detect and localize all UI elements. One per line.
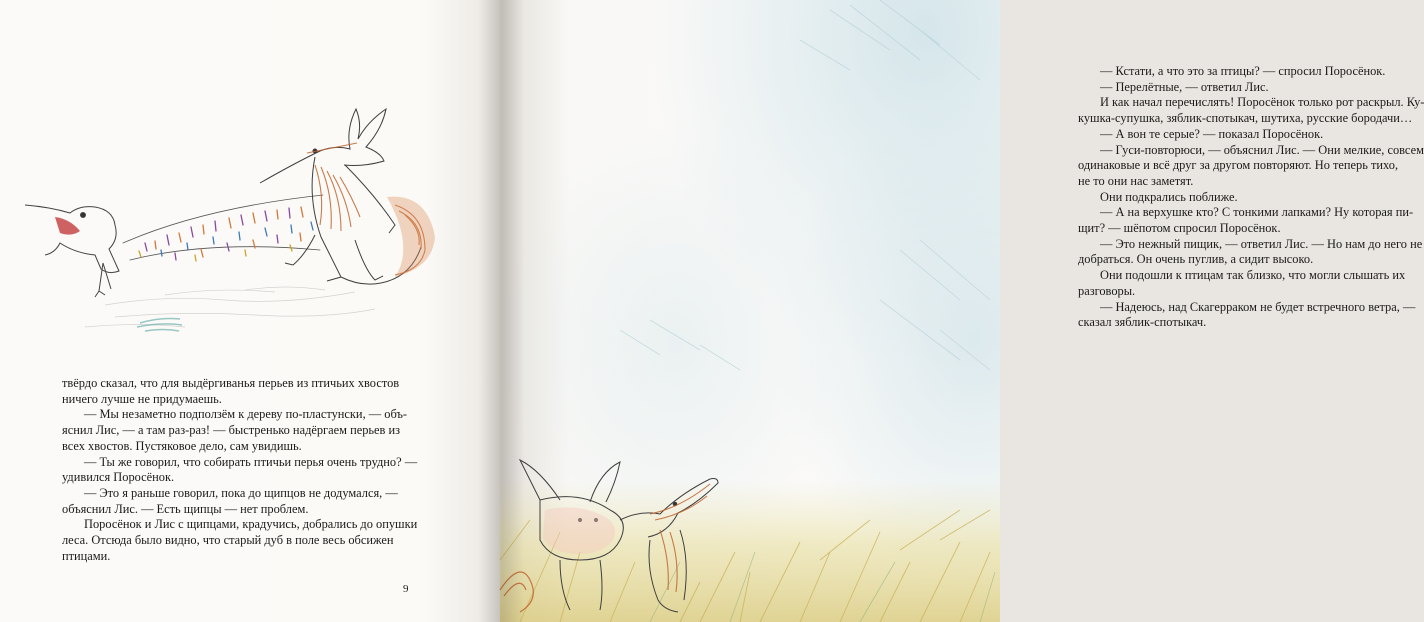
text-line: удивился Поросёнок. [62,470,175,485]
text-line: — Мы незаметно подползём к дереву по-пластунски, — объ- [84,407,407,422]
text-line: — Гуси-повторюси, — объяснил Лис. — Они мелкие, совсем [1100,142,1424,157]
text-line: — Ты же говорил, что собирать птичьи перья очень трудно? — [84,454,418,469]
text-line: яснил Лис, — а там раз-раз! — быстренько надёргаем перьев из [62,423,401,438]
text-line: одинаковые и всё друг за другом повторяют. Но теперь тихо, [1078,158,1399,173]
text-line: сказал зяблик-спотыкач. [1078,315,1207,330]
text-line: всех хвостов. Пустяковое дело, сам увидишь. [62,438,302,453]
text-line: Они подкрались поближе. [1100,189,1238,204]
text-line: — Надеюсь, над Скагерраком не будет встречного ветра, — [1100,299,1416,314]
text-line: — Кстати, а что это за птицы? — спросил Поросёнок. [1100,64,1386,78]
text-line: птицами. [62,548,111,563]
text-line: И как начал перечислять! Поросёнок только рот раскрыл. Ку- [1100,95,1424,110]
text-line: кушка-супушка, зяблик-спотыкач, шутиха, русские бородачи… [1078,111,1413,126]
fox-and-piglet-in-grass-illustration [500,440,1000,622]
text-line: — Это я раньше говорил, пока до щипцов не додумался, — [84,485,398,500]
right-page-text [1078,64,1423,331]
text-line: щит? — шёпотом спросил Поросёнок. [1078,221,1281,236]
text-line: — А вон те серые? — показал Поросёнок. [1100,126,1324,141]
text-line: — Перелётные, — ответил Лис. [1100,79,1269,94]
text-line: — Это нежный пищик, — ответил Лис. — Но нам до него не [1100,236,1423,251]
text-line: Поросёнок и Лис с щипцами, крадучись, добрались до опушки [84,517,418,532]
text-line: добраться. Он очень пуглив, а сидит высоко. [1078,252,1314,267]
right-page [500,0,1424,622]
text-line: не то они нас заметят. [1078,173,1194,188]
text-line: — А на верхушке кто? С тонкими лапками? Ну которая пи- [1100,205,1414,220]
book-gutter [478,0,524,622]
text-line: твёрдо сказал, что для выдёргиванья перьев из птичьих хвостов [62,376,400,390]
text-line: объяснил Лис. — Есть щипцы — нет проблем. [62,501,309,516]
text-line: леса. Отсюда было видно, что старый дуб в поле весь обсижен [62,533,394,548]
text-line: разговоры. [1078,283,1136,298]
page-number: 9 [403,583,409,595]
text-line: Они подошли к птицам так близко, что могли слышать их [1100,268,1406,283]
left-page [0,0,500,622]
fox-and-bird-illustration [15,65,455,340]
text-line: ничего лучше не придумаешь. [62,391,222,406]
left-page-text [62,376,417,564]
